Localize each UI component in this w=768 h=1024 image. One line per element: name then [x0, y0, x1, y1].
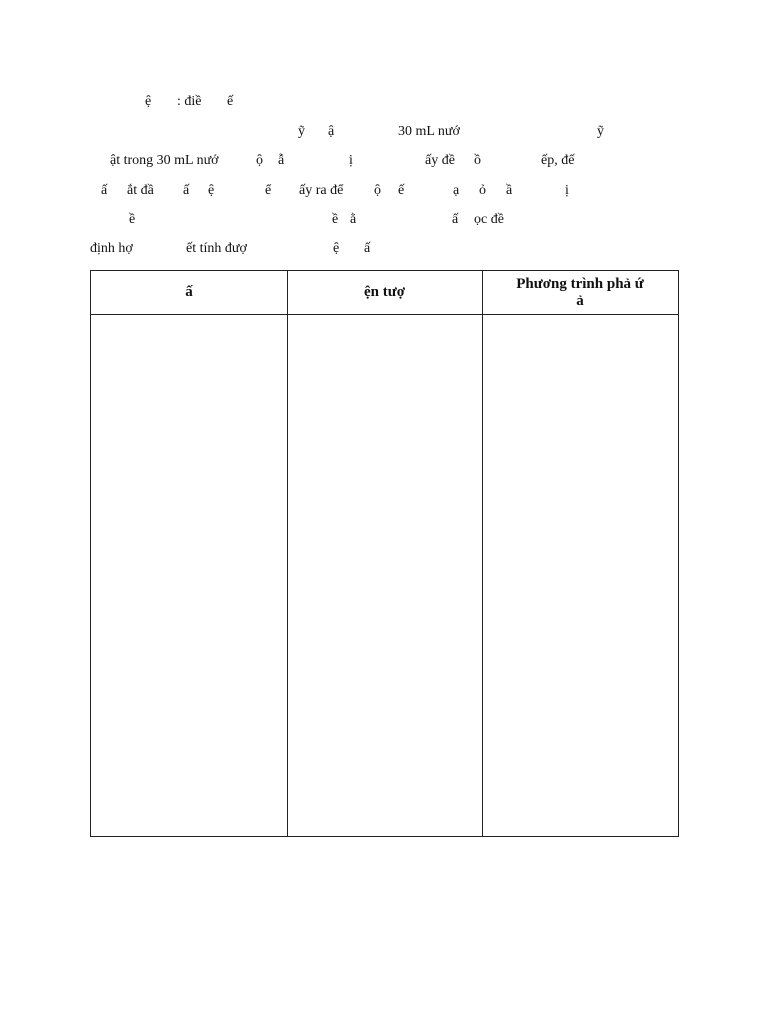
text-fragment: ồ: [474, 153, 481, 168]
text-fragment: ấy ra để: [299, 183, 344, 198]
text-fragment: ẫ: [278, 153, 285, 168]
text-fragment: ỹ: [597, 124, 604, 139]
text-fragment: ề: [332, 212, 339, 227]
text-fragment: ằ: [350, 212, 357, 227]
text-fragment: ị: [349, 153, 353, 168]
text-fragment: ấy đề: [425, 153, 455, 168]
text-fragment: ậ: [328, 124, 335, 139]
text-fragment: ỏ: [479, 183, 486, 198]
table-column-divider: [287, 271, 288, 836]
text-fragment: ắt đầ: [127, 183, 154, 198]
text-fragment: ấ: [183, 183, 190, 198]
text-fragment: định hợ: [90, 241, 133, 256]
text-fragment: ỹ: [298, 124, 305, 139]
text-fragment: 30 mL nướ: [398, 124, 460, 139]
table-header-text: ấ: [185, 284, 193, 300]
table-header-text: Phương trình phả ứ: [516, 275, 644, 292]
table-header-text: ả: [576, 292, 584, 309]
text-fragment: ầ: [506, 183, 513, 198]
results-table: [90, 270, 679, 837]
text-fragment: ộ: [374, 183, 381, 198]
text-fragment: ệ: [145, 94, 152, 109]
text-fragment: ị: [565, 183, 569, 198]
table-header-cell-3: [482, 271, 678, 314]
text-fragment: ấ: [101, 183, 108, 198]
text-fragment: ọc đề: [474, 212, 504, 227]
text-fragment: ếp, đế: [541, 153, 575, 168]
table-header-cell-1: [91, 271, 287, 314]
text-fragment: ạ: [453, 183, 460, 198]
text-fragment: ế: [398, 183, 405, 198]
text-fragment: ề: [129, 212, 136, 227]
text-fragment: ể: [265, 183, 272, 198]
table-header-divider: [91, 314, 678, 315]
text-fragment: ệ: [208, 183, 215, 198]
text-fragment: : điề: [177, 94, 202, 109]
table-header-cell-2: [287, 271, 482, 314]
text-fragment: ế: [227, 94, 234, 109]
text-fragment: ấ: [452, 212, 459, 227]
text-fragment: ết tính đượ: [186, 241, 247, 256]
table-column-divider: [482, 271, 483, 836]
text-fragment: ệ: [333, 241, 340, 256]
table-header-text: ện tượ: [363, 284, 406, 300]
text-fragment: ật trong 30 mL nướ: [110, 153, 219, 168]
text-fragment: ộ: [256, 153, 263, 168]
text-fragment: ấ: [364, 241, 371, 256]
